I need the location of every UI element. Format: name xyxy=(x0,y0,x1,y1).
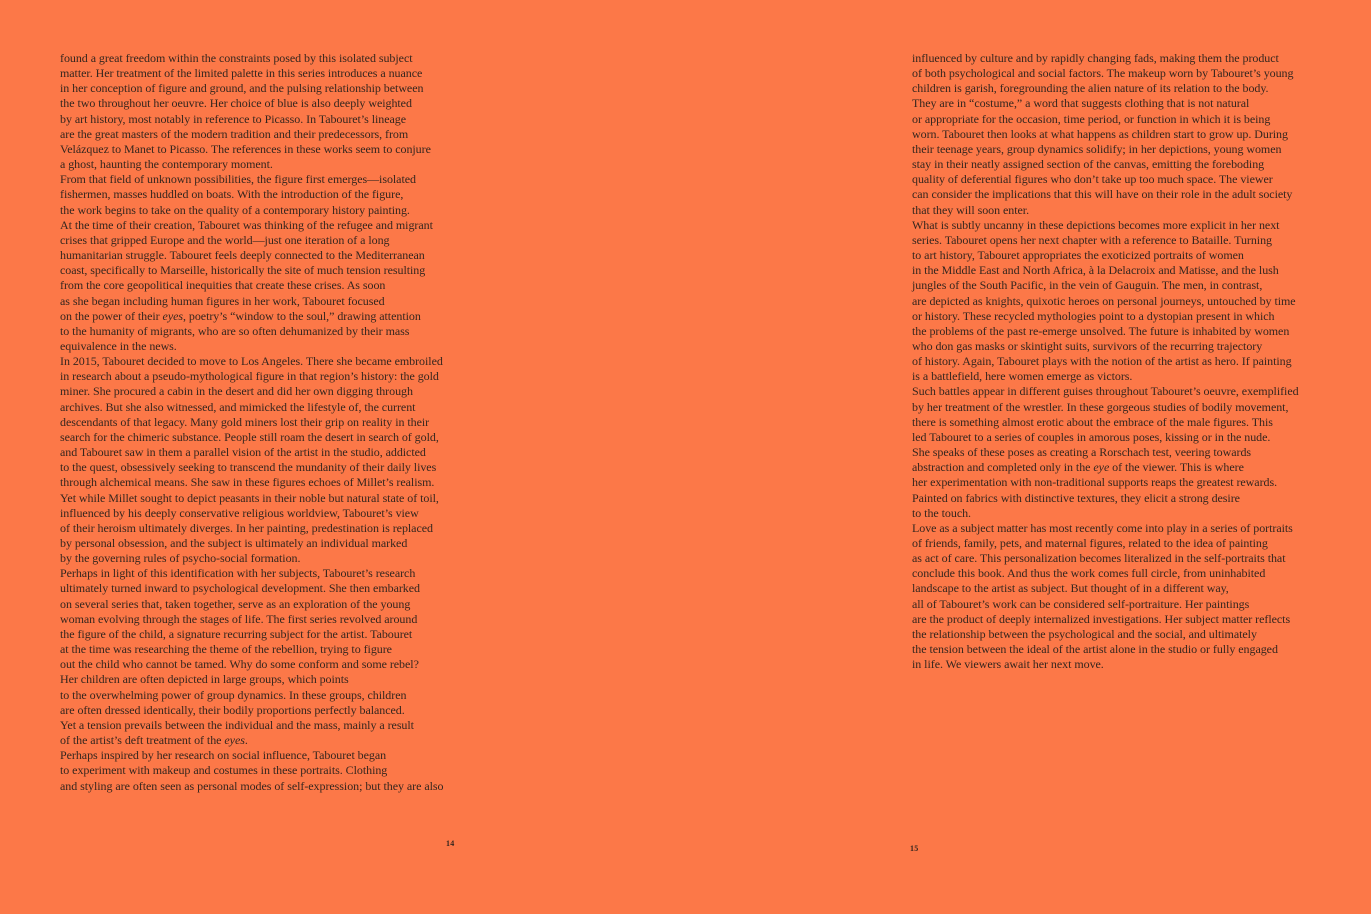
text-line: to art history, Tabouret appropriates the exoticized portraits of women xyxy=(912,248,1244,263)
text-line: out the child who cannot be tamed. Why do some conform and some rebel? xyxy=(60,657,419,672)
right-page-number: 15 xyxy=(910,844,919,853)
text-line: jungles of the South Pacific, in the vein of Gauguin. The men, in contrast, xyxy=(912,278,1263,293)
text-line: What is subtly uncanny in these depictions becomes more explicit in her next xyxy=(912,217,1280,232)
text-line: by the governing rules of psycho-social formation. xyxy=(60,551,301,566)
text-line: is a battlefield, here women emerge as victors. xyxy=(912,369,1133,384)
text-line: Love as a subject matter has most recently come into play in a series of portraits xyxy=(912,520,1293,535)
text-line: influenced by culture and by rapidly changing fads, making them the product xyxy=(912,51,1279,65)
text-line: fishermen, masses huddled on boats. With the introduction of the figure, xyxy=(60,187,404,202)
text-line: Such battles appear in different guises throughout Tabouret’s oeuvre, exemplified xyxy=(912,384,1299,399)
text-line: At the time of their creation, Tabouret was thinking of the refugee and migrant xyxy=(60,217,433,232)
text-line: series. Tabouret opens her next chapter with a reference to Bataille. Turning xyxy=(912,232,1272,247)
text-line: on several series that, taken together, serve as an exploration of the young xyxy=(60,596,411,611)
text-line: as she began including human figures in her work, Tabouret focused xyxy=(60,293,385,308)
text-line: Velázquez to Manet to Picasso. The references in these works seem to conjure xyxy=(60,141,431,156)
text-line: can consider the implications that this will have on their role in the adult society xyxy=(912,187,1293,202)
text-line: equivalence in the news. xyxy=(60,338,177,353)
text-line: In 2015, Tabouret decided to move to Los Angeles. There she became embroiled xyxy=(60,354,443,369)
text-line: to the humanity of migrants, who are so often dehumanized by their mass xyxy=(60,323,410,338)
text-line: in life. We viewers await her next move. xyxy=(912,657,1104,672)
text-line: and Tabouret saw in them a parallel vision of the artist in the studio, addicted xyxy=(60,445,426,460)
text-line: of their heroism ultimately diverges. In her painting, predestination is replaced xyxy=(60,520,433,535)
text-line: are often dressed identically, their bodily proportions perfectly balanced. xyxy=(60,702,405,717)
text-line: to the quest, obsessively seeking to transcend the mundanity of their daily lives xyxy=(60,460,437,475)
text-line: worn. Tabouret then looks at what happens as children start to grow up. During xyxy=(912,126,1288,141)
text-line: to the overwhelming power of group dynamics. In these groups, children xyxy=(60,687,407,702)
text-line: a ghost, haunting the contemporary moment. xyxy=(60,157,273,172)
text-line: archives. But she also witnessed, and mimicked the lifestyle of, the current xyxy=(60,399,416,414)
text-line: from the core geopolitical inequities that create these crises. As soon xyxy=(60,278,386,293)
text-line: ultimately turned inward to psychological development. She then embarked xyxy=(60,581,420,596)
text-line: that they will soon enter. xyxy=(912,202,1030,217)
text-line: or history. These recycled mythologies point to a dystopian present in which xyxy=(912,308,1275,323)
text-line: or appropriate for the occasion, time period, or function in which it is being xyxy=(912,111,1271,126)
text-line: and styling are often seen as personal modes of self-expression; but they are also xyxy=(60,778,444,793)
left-page xyxy=(0,0,685,914)
text-line: of history. Again, Tabouret plays with the notion of the artist as hero. If painting xyxy=(912,354,1292,369)
text-line: the figure of the child, a signature recurring subject for the artist. Tabouret xyxy=(60,626,413,641)
text-line: matter. Her treatment of the limited palette in this series introduces a nuance xyxy=(60,66,423,81)
left-page-number: 14 xyxy=(446,839,455,848)
text-line: of both psychological and social factors. The makeup worn by Tabouret’s young xyxy=(912,66,1294,81)
left-text-column xyxy=(60,51,460,794)
text-line: there is something almost erotic about the embrace of the male figures. This xyxy=(912,414,1273,429)
text-line: in her conception of figure and ground, and the pulsing relationship between xyxy=(60,81,424,96)
right-page xyxy=(685,0,1370,914)
text-line: Painted on fabrics with distinctive textures, they elicit a strong desire xyxy=(912,490,1240,505)
text-line: found a great freedom within the constraints posed by this isolated subject xyxy=(60,51,413,65)
text-line: She speaks of these poses as creating a Rorschach test, veering towards xyxy=(912,445,1252,460)
text-line: their teenage years, group dynamics solidify; in her depictions, young women xyxy=(912,141,1282,156)
text-line: as act of care. This personalization becomes literalized in the self-portraits that xyxy=(912,551,1286,566)
text-line: miner. She procured a cabin in the desert and did her own digging through xyxy=(60,384,413,399)
text-line: Yet a tension prevails between the individual and the mass, mainly a result xyxy=(60,717,414,732)
text-line: all of Tabouret’s work can be considered self-portraiture. Her paintings xyxy=(912,596,1250,611)
text-line: They are in “costume,” a word that suggests clothing that is not natural xyxy=(912,96,1250,111)
text-line: of friends, family, pets, and maternal figures, related to the idea of painting xyxy=(912,536,1268,550)
text-line: by personal obsession, and the subject is ultimately an individual marked xyxy=(60,536,408,550)
text-line: in the Middle East and North Africa, à la Delacroix and Matisse, and the lush xyxy=(912,263,1279,278)
text-line: landscape to the artist as subject. But thought of in a different way, xyxy=(912,581,1229,596)
text-line: the tension between the ideal of the artist alone in the studio or fully engaged xyxy=(912,642,1278,657)
text-line: the work begins to take on the quality of a contemporary history painting. xyxy=(60,202,410,217)
text-line: are the great masters of the modern tradition and their predecessors, from xyxy=(60,126,409,141)
text-line: descendants of that legacy. Many gold miners lost their grip on reality in their xyxy=(60,414,430,429)
text-line: of the artist’s deft treatment of the eyes. xyxy=(60,733,248,748)
text-line: the two throughout her oeuvre. Her choice of blue is also deeply weighted xyxy=(60,96,412,111)
text-line: From that field of unknown possibilities, the figure first emerges—isolated xyxy=(60,172,416,187)
text-line: through alchemical means. She saw in these figures echoes of Millet’s realism. xyxy=(60,475,435,490)
text-line: conclude this book. And thus the work comes full circle, from uninhabited xyxy=(912,566,1266,581)
text-line: woman evolving through the stages of life. The first series revolved around xyxy=(60,611,418,626)
text-line: by art history, most notably in reference to Picasso. In Tabouret’s lineage xyxy=(60,111,406,126)
right-text-column xyxy=(912,51,1316,672)
text-line: children is garish, foregrounding the alien nature of its relation to the body. xyxy=(912,81,1269,96)
text-line: the relationship between the psychological and the social, and ultimately xyxy=(912,626,1257,641)
text-line: search for the chimeric substance. People still roam the desert in search of gold, xyxy=(60,429,439,444)
text-line: to experiment with makeup and costumes in these portraits. Clothing xyxy=(60,763,388,778)
text-line: on the power of their eyes, poetry’s “window to the soul,” drawing attention xyxy=(60,308,421,323)
text-line: Yet while Millet sought to depict peasants in their noble but natural state of toil, xyxy=(60,490,439,505)
text-line: led Tabouret to a series of couples in amorous poses, kissing or in the nude. xyxy=(912,429,1271,444)
text-line: humanitarian struggle. Tabouret feels deeply connected to the Mediterranean xyxy=(60,248,425,263)
text-line: by her treatment of the wrestler. In these gorgeous studies of bodily movement, xyxy=(912,399,1289,414)
text-line: Perhaps inspired by her research on social influence, Tabouret began xyxy=(60,748,387,763)
text-line: Perhaps in light of this identification with her subjects, Tabouret’s research xyxy=(60,566,416,581)
text-line: quality of deferential figures who don’t take up too much space. The viewer xyxy=(912,172,1273,187)
text-line: are the product of deeply internalized investigations. Her subject matter reflects xyxy=(912,611,1291,626)
text-line: are depicted as knights, quixotic heroes on personal journeys, untouched by time xyxy=(912,293,1296,308)
text-line: stay in their neatly assigned section of the canvas, emitting the foreboding xyxy=(912,157,1265,172)
text-line: at the time was researching the theme of the rebellion, trying to figure xyxy=(60,642,392,657)
text-line: coast, specifically to Marseille, historically the site of much tension resulting xyxy=(60,263,426,278)
text-line: the problems of the past re-emerge unsolved. The future is inhabited by women xyxy=(912,323,1290,338)
text-line: crises that gripped Europe and the world—just one iteration of a long xyxy=(60,232,390,247)
text-line: who don gas masks or skintight suits, survivors of the recurring trajectory xyxy=(912,338,1263,353)
text-line: in research about a pseudo-mythological figure in that region’s history: the gold xyxy=(60,369,439,384)
text-line: influenced by his deeply conservative religious worldview, Tabouret’s view xyxy=(60,505,419,520)
text-line: Her children are often depicted in large groups, which points xyxy=(60,672,349,687)
text-line: her experimentation with non-traditional supports reaps the greatest rewards. xyxy=(912,475,1278,490)
text-line: to the touch. xyxy=(912,505,972,520)
text-line: abstraction and completed only in the eye of the viewer. This is where xyxy=(912,460,1244,475)
